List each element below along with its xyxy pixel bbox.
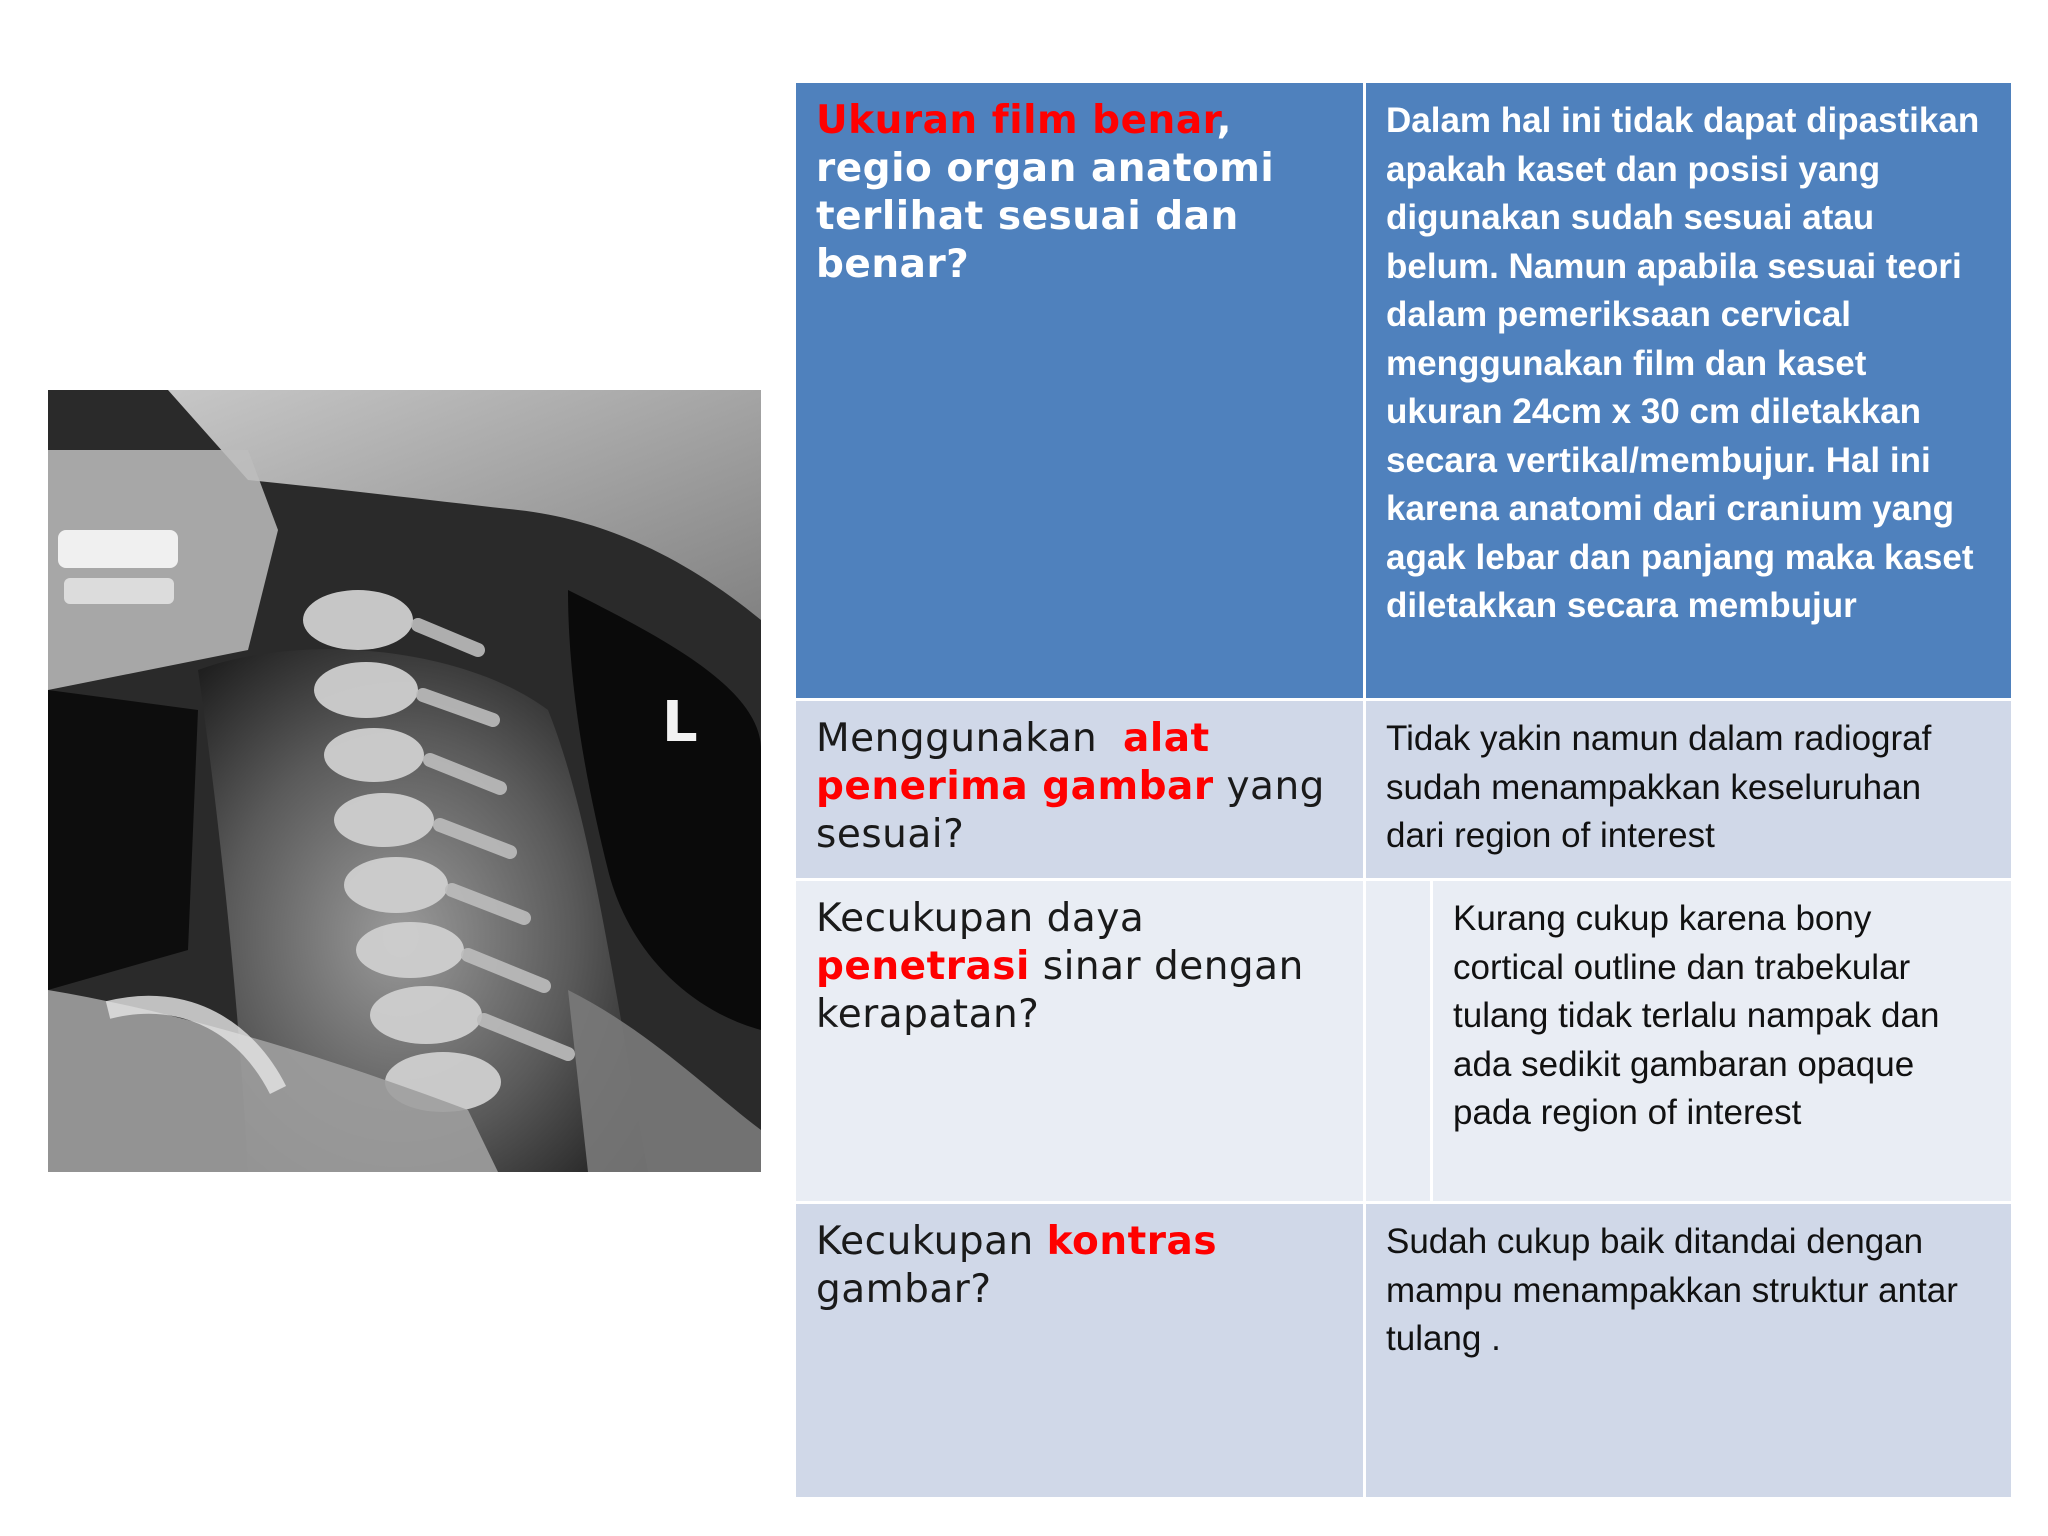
question-after: yang sesuai? [816, 764, 1338, 857]
xray-drawing [48, 390, 761, 1172]
answer-cell [1365, 82, 2013, 700]
answer-text: Tidak yakin namun dalam radiograf sudah menampakkan keseluruhan dari region of interest [1386, 719, 1932, 855]
question-highlight: Ukuran film benar [816, 98, 1217, 143]
question-highlight: alat penerima gambar [816, 716, 1224, 809]
table-row [795, 880, 2013, 1203]
table-row [795, 700, 2013, 880]
question-text [816, 97, 1341, 289]
question-highlight: penetrasi [816, 944, 1030, 989]
question-before: Kecukupan daya [816, 896, 1145, 941]
question-after: sinar dengan kerapatan? [816, 944, 1304, 1037]
question-cell [795, 700, 1365, 880]
cell-divider [1386, 881, 1433, 1201]
answer-cell [1365, 1203, 2013, 1499]
question-cell [795, 82, 1365, 700]
answer-text: Kurang cukup karena bony cortical outline dan trabekular tulang tidak terlalu nampak dan ada sedikit gambaran opaque pada region of interest [1453, 899, 1940, 1132]
table-row [795, 82, 2013, 700]
question-after: gambar? [816, 1267, 992, 1312]
question-before: Menggunakan [816, 716, 1124, 761]
question-text [816, 1218, 1341, 1314]
table-row [795, 1203, 2013, 1499]
question-rest: , regio organ anatomi terlihat sesuai dan benar? [816, 98, 1275, 287]
answer-cell [1365, 700, 2013, 880]
question-before: Kecukupan [816, 1219, 1047, 1264]
answer-text: Sudah cukup baik ditandai dengan mampu menampakkan struktur antar tulang . [1386, 1222, 1958, 1358]
xray-side-marker-label: L [662, 690, 698, 755]
answer-text: Dalam hal ini tidak dapat dipastikan apakah kaset dan posisi yang digunakan sudah sesuai atau belum. Namun apabila sesuai teori dalam pemeriksaan cervical menggunakan film dan kaset ukuran 24cm x 30 cm diletakkan secara vertikal/membujur. Hal ini karena anatomi dari cranium yang agak lebar dan panjang maka kaset diletakkan secara membujur [1386, 101, 1980, 625]
question-text [816, 895, 1341, 1039]
question-cell [795, 880, 1365, 1203]
question-cell [795, 1203, 1365, 1499]
question-highlight: kontras [1046, 1219, 1218, 1264]
question-text [816, 715, 1341, 859]
cervical-spine-xray-image [48, 390, 761, 1172]
answer-cell [1365, 880, 2013, 1203]
evaluation-table [793, 80, 2014, 1500]
